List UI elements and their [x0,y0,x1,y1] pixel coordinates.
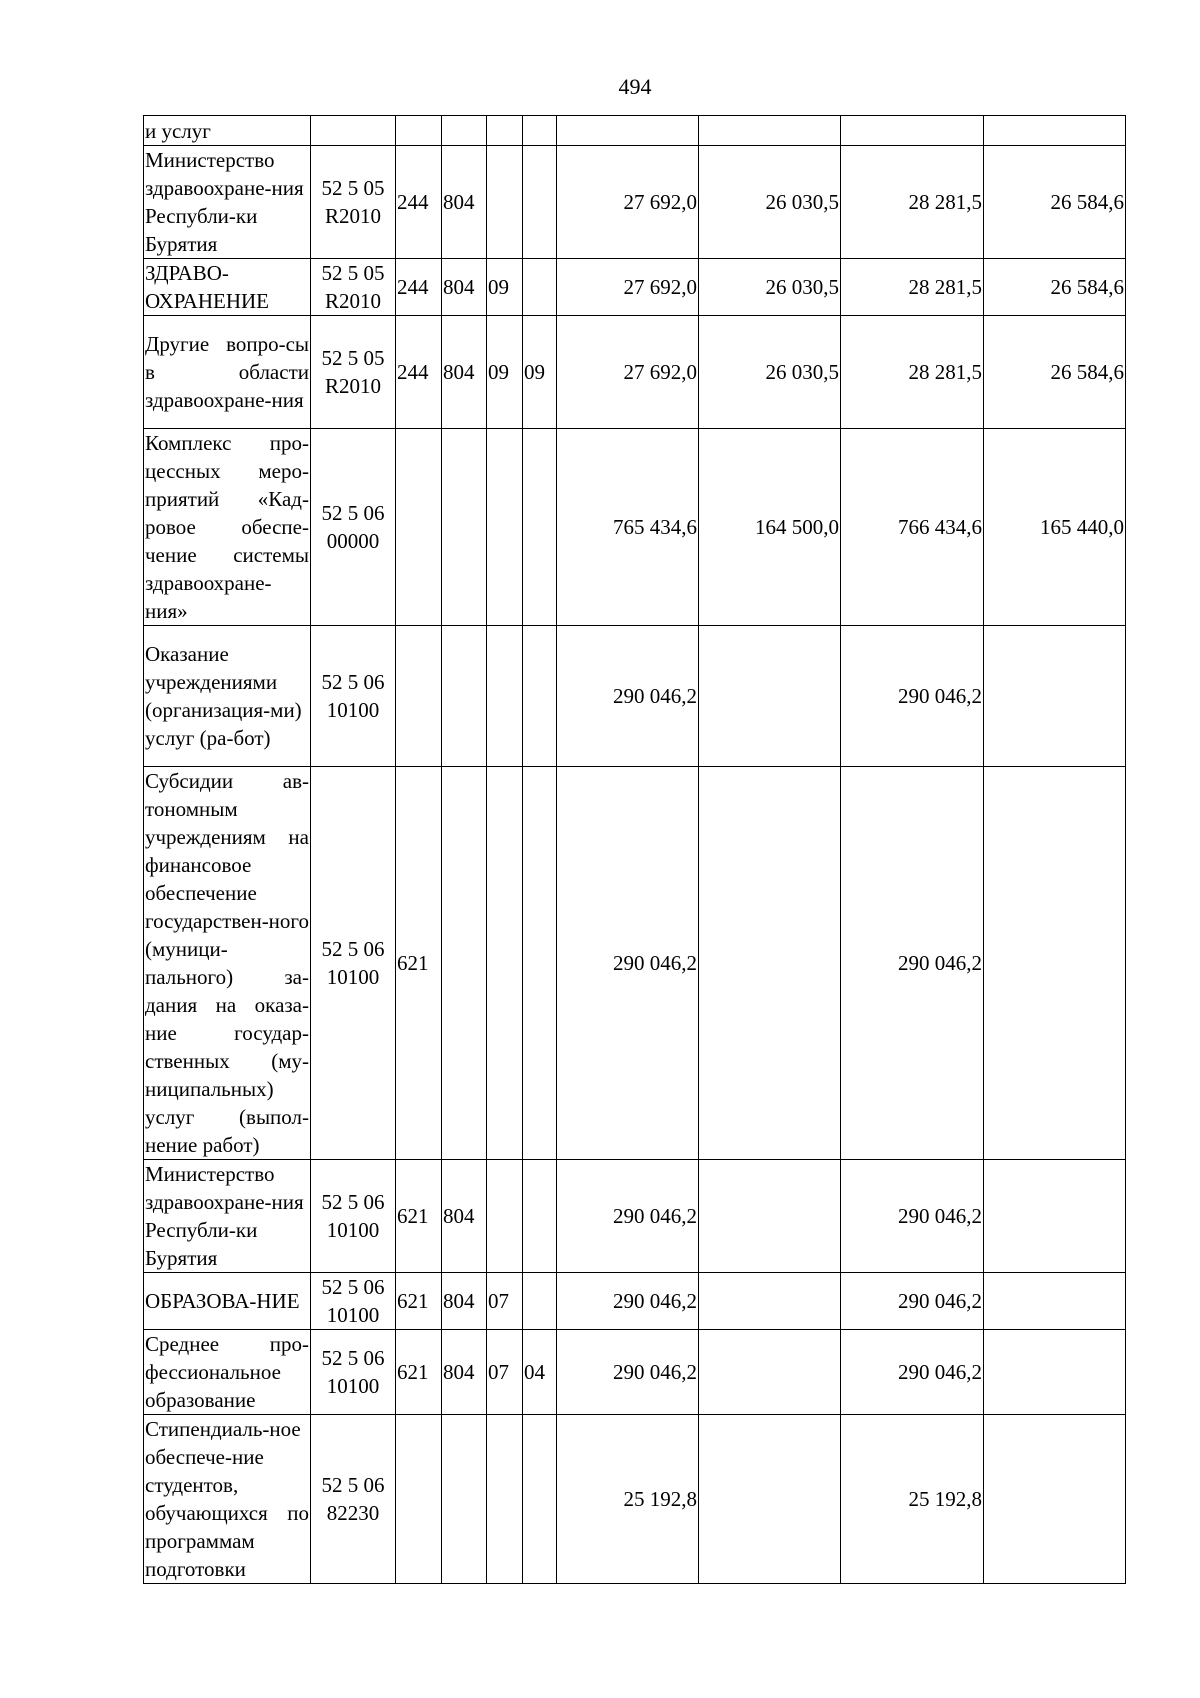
row-subsection: 04 [523,1330,557,1415]
row-name: Стипендиаль-ное обеспече-ние студентов, обучающихся по программам подготовки [144,1415,311,1584]
table-row [144,1160,1126,1273]
table-row [144,1415,1126,1584]
row-sum-1: 27 692,0 [557,316,699,429]
row-sum-3: 766 434,6 [841,429,984,626]
table-row [144,1330,1126,1415]
row-sum-1: 290 046,2 [557,1273,699,1330]
table-row [144,429,1126,626]
row-name: Другие вопро-сы в области здравоохране-ния [144,316,311,429]
row-sum-4 [984,1415,1126,1584]
row-name: ОБРАЗОВА-НИЕ [144,1273,311,1330]
row-target-article: 52 5 05 R2010 [311,146,396,259]
row-sum-3: 290 046,2 [841,1330,984,1415]
row-sum-1: 290 046,2 [557,1160,699,1273]
row-subsection [523,429,557,626]
table-row [144,116,1126,146]
row-sum-3: 290 046,2 [841,626,984,767]
row-section [487,429,523,626]
table-row [144,767,1126,1160]
row-sum-2 [699,1415,841,1584]
row-administrator-code [442,626,487,767]
row-target-article: 52 5 06 10100 [311,1160,396,1273]
row-expense-type: 244 [396,146,442,259]
row-section [487,767,523,1160]
table-body [144,116,1126,1584]
row-administrator-code [442,429,487,626]
row-target-article: 52 5 06 10100 [311,767,396,1160]
row-name: Субсидии ав-тономным учреждениям на финансовое обеспечение государствен-ного (муници-пального) за-дания на оказа-ние государ-ственных (му-ниципальных) услуг (выпол-нение работ) [144,767,311,1160]
row-expense-type: 244 [396,316,442,429]
row-sum-2 [699,1330,841,1415]
row-sum-1: 25 192,8 [557,1415,699,1584]
row-sum-3: 28 281,5 [841,259,984,316]
row-name: Министерство здравоохране-ния Республи-ки Бурятия [144,1160,311,1273]
table-row [144,316,1126,429]
table-row [144,626,1126,767]
row-sum-1: 290 046,2 [557,767,699,1160]
row-name: Комплекс про-цессных меро-приятий «Кад-ровое обеспе-чение системы здравоохране-ния» [144,429,311,626]
row-target-article: 52 5 06 10100 [311,1330,396,1415]
row-sum-4: 26 584,6 [984,146,1126,259]
row-sum-2 [699,1160,841,1273]
row-sum-1 [557,116,699,146]
budget-table [143,115,1126,1584]
row-sum-2 [699,1273,841,1330]
row-expense-type: 621 [396,1273,442,1330]
row-target-article: 52 5 06 00000 [311,429,396,626]
row-sum-2: 26 030,5 [699,316,841,429]
row-target-article: 52 5 06 82230 [311,1415,396,1584]
row-administrator-code: 804 [442,316,487,429]
row-section: 09 [487,316,523,429]
row-subsection [523,259,557,316]
page-number: 494 [618,74,652,99]
row-sum-1: 27 692,0 [557,146,699,259]
row-section [487,1160,523,1273]
row-subsection [523,1160,557,1273]
row-sum-4 [984,767,1126,1160]
row-administrator-code: 804 [442,1160,487,1273]
row-target-article: 52 5 05 R2010 [311,316,396,429]
row-administrator-code [442,767,487,1160]
table-row [144,146,1126,259]
row-subsection [523,116,557,146]
row-section [487,116,523,146]
row-section: 09 [487,259,523,316]
row-sum-1: 290 046,2 [557,1330,699,1415]
row-name: Оказание учреждениями (организация-ми) услуг (ра-бот) [144,626,311,767]
row-expense-type: 244 [396,259,442,316]
row-subsection: 09 [523,316,557,429]
row-sum-3: 28 281,5 [841,146,984,259]
row-subsection [523,626,557,767]
row-expense-type [396,429,442,626]
row-name: Министерство здравоохране-ния Республи-ки Бурятия [144,146,311,259]
row-sum-1: 27 692,0 [557,259,699,316]
row-target-article: 52 5 05 R2010 [311,259,396,316]
row-sum-1: 765 434,6 [557,429,699,626]
row-subsection [523,1273,557,1330]
table-row [144,1273,1126,1330]
row-section [487,146,523,259]
row-expense-type [396,116,442,146]
row-sum-3: 290 046,2 [841,1160,984,1273]
row-sum-3: 290 046,2 [841,767,984,1160]
row-sum-2 [699,767,841,1160]
row-sum-2 [699,116,841,146]
row-sum-4 [984,1160,1126,1273]
row-administrator-code: 804 [442,259,487,316]
row-sum-3: 28 281,5 [841,316,984,429]
table-row [144,259,1126,316]
row-target-article [311,116,396,146]
row-sum-4 [984,626,1126,767]
row-sum-2: 26 030,5 [699,259,841,316]
row-sum-4: 26 584,6 [984,316,1126,429]
row-section: 07 [487,1273,523,1330]
row-target-article: 52 5 06 10100 [311,626,396,767]
row-administrator-code [442,116,487,146]
row-sum-3: 290 046,2 [841,1273,984,1330]
row-sum-4 [984,1330,1126,1415]
row-subsection [523,767,557,1160]
row-target-article: 52 5 06 10100 [311,1273,396,1330]
row-name: Среднее про-фессиональное образование [144,1330,311,1415]
row-sum-2 [699,626,841,767]
row-sum-3 [841,116,984,146]
row-administrator-code: 804 [442,1330,487,1415]
row-sum-3: 25 192,8 [841,1415,984,1584]
row-name: и услуг [144,116,311,146]
row-expense-type: 621 [396,1160,442,1273]
row-sum-4: 165 440,0 [984,429,1126,626]
row-sum-2: 26 030,5 [699,146,841,259]
row-section [487,1415,523,1584]
row-subsection [523,1415,557,1584]
row-expense-type [396,1415,442,1584]
row-sum-4 [984,116,1126,146]
row-sum-1: 290 046,2 [557,626,699,767]
row-section: 07 [487,1330,523,1415]
row-expense-type [396,626,442,767]
row-expense-type: 621 [396,767,442,1160]
row-sum-2: 164 500,0 [699,429,841,626]
row-sum-4: 26 584,6 [984,259,1126,316]
row-administrator-code: 804 [442,146,487,259]
row-sum-4 [984,1273,1126,1330]
row-subsection [523,146,557,259]
row-administrator-code: 804 [442,1273,487,1330]
row-section [487,626,523,767]
row-expense-type: 621 [396,1330,442,1415]
row-name: ЗДРАВО-ОХРАНЕНИЕ [144,259,311,316]
row-administrator-code [442,1415,487,1584]
